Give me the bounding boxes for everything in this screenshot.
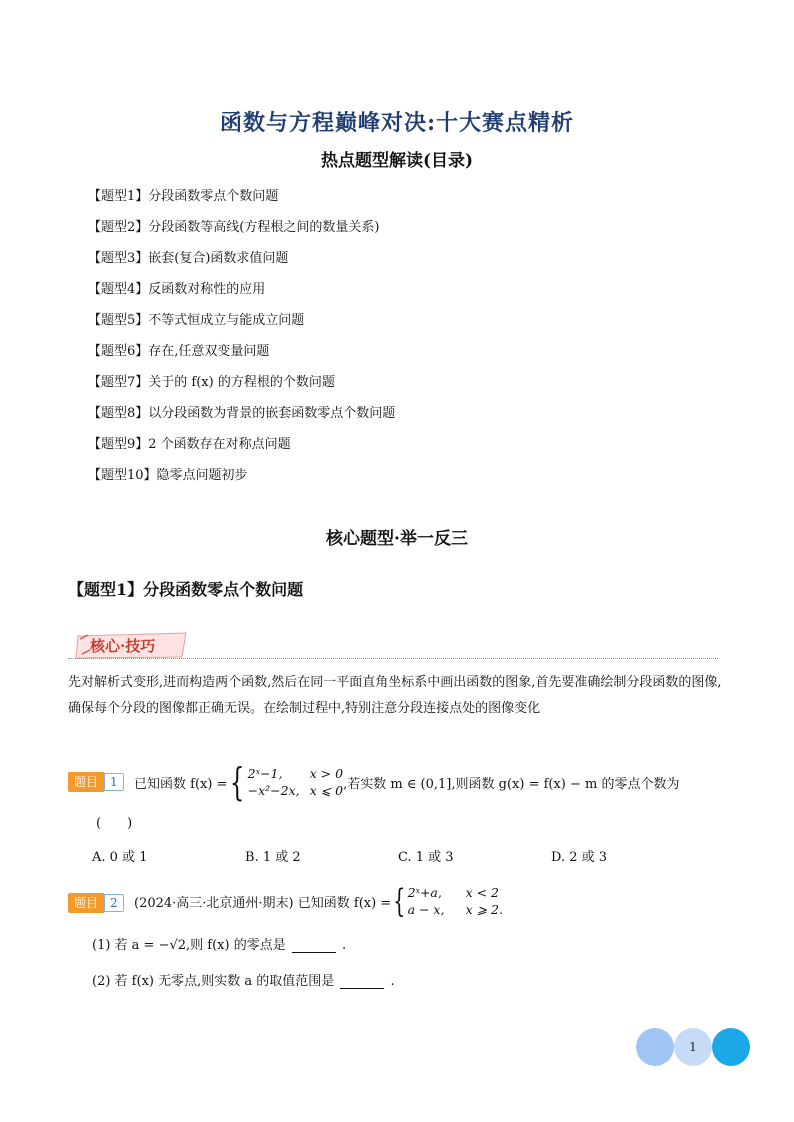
table-of-contents <box>88 187 395 497</box>
section-title: 核心题型·举一反三 <box>326 529 468 549</box>
toc-item: 【题型3】嵌套(复合)函数求值问题 <box>88 251 289 266</box>
option-c: C. 1 或 3 <box>398 850 454 865</box>
toc-item: 【题型4】反函数对称性的应用 <box>88 282 266 297</box>
document-title: 函数与方程巅峰对决:十大赛点精析 <box>219 110 575 136</box>
toc-item: 【题型1】分段函数零点个数问题 <box>88 189 279 204</box>
answer-paren: ( ) <box>96 816 133 831</box>
question-badge <box>68 893 124 913</box>
question-label: 题目 <box>68 772 104 792</box>
sub1-prefix: (1) 若 a = −√2,则 f(x) 的零点是 <box>92 938 286 953</box>
page-number-badge <box>636 1028 752 1066</box>
question-number: 1 <box>104 773 124 791</box>
toc-title: 热点题型解读(目录) <box>320 151 474 171</box>
option-d: D. 2 或 3 <box>551 850 608 865</box>
question-badge <box>68 772 124 792</box>
piecewise-cases <box>248 765 343 799</box>
toc-item: 【题型5】不等式恒成立与能成立问题 <box>88 313 305 328</box>
case1-expr: 2ˣ−1, <box>247 766 283 781</box>
dotted-divider <box>68 658 718 659</box>
sub2-prefix: (2) 若 f(x) 无零点,则实数 a 的取值范围是 <box>92 974 335 989</box>
tip-paragraph: 先对解析式变形,进而构造两个函数,然后在同一平面直角坐标系中画出函数的图象,首先要准确绘制分段函数的图像,确保每个分段的图像都正确无误。在绘制过程中,特别注意分段连接点处的图像变化 <box>68 675 722 716</box>
circle-decoration <box>712 1028 750 1066</box>
case1-cond: x > 0 <box>309 766 344 781</box>
case2-expr: −x²−2x, <box>247 783 300 798</box>
answer-blank[interactable] <box>292 940 336 953</box>
case2-expr: a − x, <box>407 902 445 917</box>
type1-heading: 【题型1】分段函数零点个数问题 <box>68 580 304 599</box>
toc-item: 【题型6】存在,任意双变量问题 <box>88 344 270 359</box>
core-tip-badge <box>74 630 190 660</box>
brace-icon: { <box>230 760 245 804</box>
answer-options <box>92 846 712 865</box>
sub-question-2 <box>92 970 395 989</box>
toc-item: 【题型9】2 个函数存在对称点问题 <box>88 437 291 452</box>
brace-icon: { <box>393 882 406 920</box>
toc-item: 【题型7】关于的 f(x) 的方程根的个数问题 <box>88 375 335 390</box>
option-a: A. 0 或 1 <box>92 850 148 865</box>
toc-item: 【题型2】分段函数等高线(方程根之间的数量关系) <box>88 220 380 235</box>
answer-blank[interactable] <box>340 976 384 989</box>
case1-cond: x < 2 <box>465 885 499 900</box>
case1-expr: 2ˣ+a, <box>407 885 442 900</box>
option-b: B. 1 或 2 <box>245 850 301 865</box>
sub-question-1 <box>92 934 346 953</box>
q1-suffix: ,若实数 m ∈ (0,1],则函数 g(x) = f(x) − m 的零点个数为 <box>343 776 680 792</box>
page-number: 1 <box>689 1040 697 1054</box>
case2-cond: x ⩽ 0 <box>309 783 344 798</box>
toc-item: 【题型8】以分段函数为背景的嵌套函数零点个数问题 <box>88 406 396 421</box>
sub1-suffix: . <box>342 938 347 953</box>
q1-prefix: 已知函数 f(x) = <box>134 776 228 792</box>
core-tip-label: 核心·技巧 <box>90 637 156 655</box>
question-2-stem <box>134 884 503 918</box>
question-1-stem <box>134 762 680 802</box>
circle-decoration <box>636 1028 674 1066</box>
q2-prefix: (2024·高三·北京通州·期末) 已知函数 f(x) = <box>134 895 392 911</box>
question-number: 2 <box>104 894 124 912</box>
toc-item: 【题型10】隐零点问题初步 <box>88 468 248 483</box>
sub2-suffix: . <box>390 974 395 989</box>
question-label: 题目 <box>68 893 104 913</box>
piecewise-cases <box>408 884 503 918</box>
case2-cond: x ⩾ 2. <box>465 902 503 917</box>
